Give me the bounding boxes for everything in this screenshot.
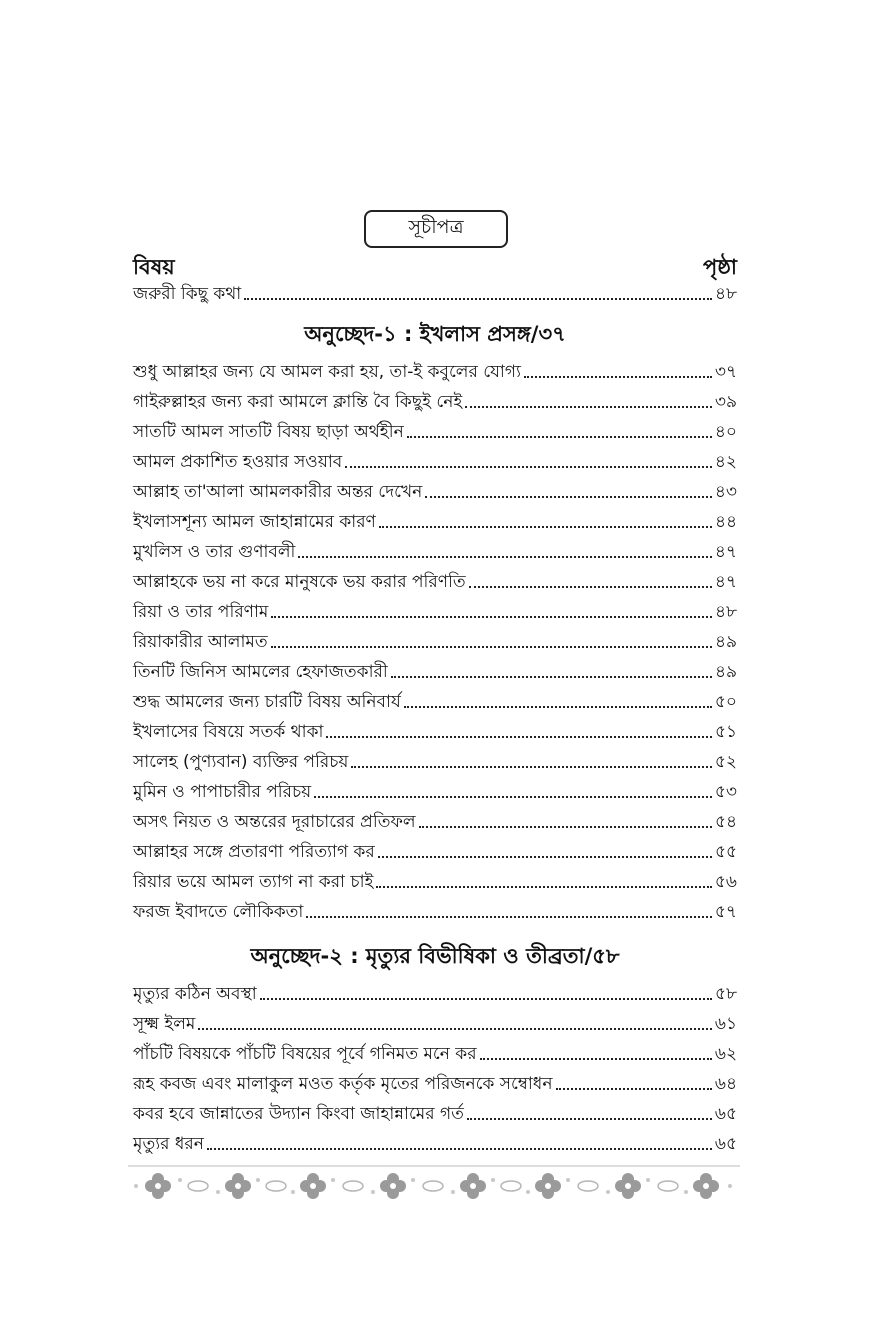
leader-dots: [419, 825, 712, 828]
leader-dots: [379, 525, 712, 528]
toc-entry-page: ৫২: [714, 752, 737, 772]
toc-entry: [133, 744, 737, 774]
leader-dots: [556, 1087, 712, 1090]
toc-entry: [133, 534, 737, 564]
section-heading-2: অনুচ্ছেদ-২ : মৃত্যুর বিভীষিকা ও তীব্রতা/৫৮: [250, 944, 620, 968]
toc-entry: [133, 1006, 737, 1036]
toc-entry-page: ৫০: [714, 692, 737, 712]
toc-entry-title: ইখলাসের বিষয়ে সতর্ক থাকা: [133, 722, 324, 742]
toc-entry-title: মৃত্যুর ধরন: [133, 1134, 204, 1154]
toc-entry-title: রিয়াকারীর আলামত: [133, 632, 268, 652]
toc-entry-page: ৫৮: [714, 984, 737, 1004]
section-heading-1: অনুচ্ছেদ-১ : ইখলাস প্রসঙ্গ/৩৭: [304, 322, 566, 346]
leader-dots: [271, 645, 712, 648]
leader-dots: [244, 297, 712, 300]
toc-entry-page: ৬৫: [714, 1134, 737, 1154]
toc-entry: [133, 1066, 737, 1096]
column-header-topic: বিষয়: [133, 255, 175, 279]
leader-dots: [271, 615, 712, 618]
toc-entry-title: জরুরী কিছু কথা: [133, 284, 242, 304]
toc-entry: [133, 894, 737, 924]
toc-entry: [133, 804, 737, 834]
toc-entry-page: ৬৪: [714, 1074, 737, 1094]
leader-dots: [198, 1027, 712, 1030]
toc-entry-title: মুখলিস ও তার গুণাবলী: [133, 542, 296, 562]
toc-entry-page: ৪৪: [714, 512, 737, 532]
toc-entry-title: সূক্ষ্ম ইলম: [133, 1014, 196, 1034]
leader-dots: [524, 375, 712, 378]
toc-entry-title: আল্লাহকে ভয় না করে মানুষকে ভয় করার পরিণতি: [133, 572, 466, 592]
toc-entry-page: ৬১: [714, 1014, 737, 1034]
leader-dots: [314, 795, 712, 798]
toc-entry-page: ৬২: [714, 1044, 737, 1064]
toc-entry-page: ৫৭: [714, 902, 737, 922]
leader-dots: [404, 705, 712, 708]
leader-dots: [425, 495, 712, 498]
toc-entry-page: ৩৭: [714, 362, 737, 382]
toc-entry: [133, 864, 737, 894]
toc-entry: [133, 654, 737, 684]
toc-entry: [133, 564, 737, 594]
leader-dots: [480, 1057, 712, 1060]
toc-entry: [133, 774, 737, 804]
toc-entry: [133, 1096, 737, 1126]
leader-dots: [345, 465, 712, 468]
toc-entry: [133, 624, 737, 654]
toc-entry-title: ইখলাসশূন্য আমল জাহান্নামের কারণ: [133, 512, 376, 532]
toc-entry-page: ৪০: [714, 422, 737, 442]
leader-dots: [407, 435, 712, 438]
toc-entry: [133, 354, 737, 384]
toc-entry-title: আল্লাহ তা'আলা আমলকারীর অন্তর দেখেন: [133, 482, 423, 502]
toc-entry-title: আমল প্রকাশিত হওয়ার সওয়াব: [133, 452, 343, 472]
toc-entry-page: ৪৯: [714, 662, 737, 682]
toc-entry-title: অসৎ নিয়ত ও অন্তরের দূরাচারের প্রতিফল: [133, 812, 416, 832]
toc-entry-page: ৩৯: [714, 392, 737, 412]
toc-entry-intro: [133, 276, 737, 306]
toc-entry-page: ৫৬: [714, 872, 737, 892]
toc-entry-page: ৪৮: [714, 284, 737, 304]
toc-entry: [133, 504, 737, 534]
toc-entry-page: ৫৫: [714, 842, 737, 862]
toc-entry-page: ৪৯: [714, 632, 737, 652]
toc-entry: [133, 1126, 737, 1156]
leader-dots: [207, 1147, 712, 1150]
toc-entry-title: পাঁচটি বিষয়কে পাঁচটি বিষয়ের পূর্বে গনিমত মনে কর: [133, 1044, 477, 1064]
toc-entry-title: সাতটি আমল সাতটি বিষয় ছাড়া অর্থহীন: [133, 422, 404, 442]
toc-entry-title: ফরজ ইবাদতে লৌকিকতা: [133, 902, 304, 922]
toc-entry-page: ৪৩: [714, 482, 737, 502]
page-title-text: সূচীপত্র: [408, 216, 464, 238]
leader-dots: [391, 675, 712, 678]
toc-entry-page: ৫১: [714, 722, 737, 742]
leader-dots: [326, 735, 712, 738]
toc-entry-page: ৪২: [714, 452, 737, 472]
toc-entry: [133, 444, 737, 474]
toc-entry-title: রিয়া ও তার পরিণাম: [133, 602, 269, 622]
toc-entry-title: তিনটি জিনিস আমলের হেফাজতকারী: [133, 662, 388, 682]
toc-entry-title: কবর হবে জান্নাতের উদ্যান কিংবা জাহান্নামের গর্ত: [133, 1104, 464, 1124]
leader-dots: [378, 855, 712, 858]
toc-entry-page: ৪৮: [714, 602, 737, 622]
toc-entry: [133, 834, 737, 864]
leader-dots: [260, 997, 712, 1000]
toc-entry: [133, 474, 737, 504]
toc-entry-title: আল্লাহর সঙ্গে প্রতারণা পরিত্যাগ কর: [133, 842, 375, 862]
column-header-page: পৃষ্ঠা: [702, 255, 737, 279]
toc-entry-page: ৫৪: [714, 812, 737, 832]
toc-entry: [133, 414, 737, 444]
toc-entry: [133, 976, 737, 1006]
toc-entry-title: শুধু আল্লাহর জন্য যে আমল করা হয়, তা-ই কবুলের যোগ্য: [133, 362, 521, 382]
leader-dots: [467, 1117, 712, 1120]
toc-entry: [133, 384, 737, 414]
toc-entry-page: ৪৭: [714, 572, 737, 592]
toc-entry-title: গাইরুল্লাহর জন্য করা আমলে ক্লান্তি বৈ কিছুই নেই: [133, 392, 463, 412]
leader-dots: [351, 765, 711, 768]
leader-dots: [465, 405, 712, 408]
toc-entry-title: সালেহ (পুণ্যবান) ব্যক্তির পরিচয়: [133, 752, 349, 772]
leader-dots: [469, 585, 712, 588]
toc-entry: [133, 714, 737, 744]
toc-entry-title: রিয়ার ভয়ে আমল ত্যাগ না করা চাই: [133, 872, 374, 892]
page-title: [364, 210, 508, 248]
toc-entry-title: শুদ্ধ আমলের জন্য চারটি বিষয় অনিবার্য: [133, 692, 401, 712]
leader-dots: [376, 885, 712, 888]
flower-border-icon: [128, 1164, 740, 1204]
toc-entry-title: মৃত্যুর কঠিন অবস্থা: [133, 984, 257, 1004]
toc-entry: [133, 1036, 737, 1066]
toc-entry: [133, 594, 737, 624]
toc-entry-page: ৫৩: [714, 782, 737, 802]
leader-dots: [298, 555, 712, 558]
toc-entry-title: রূহ কবজ এবং মালাকুল মওত কর্তৃক মৃতের পরিজনকে সম্বোধন: [133, 1074, 553, 1094]
toc-entry-title: মুমিন ও পাপাচারীর পরিচয়: [133, 782, 312, 802]
toc-entry: [133, 684, 737, 714]
leader-dots: [306, 915, 712, 918]
toc-entry-page: ৬৫: [714, 1104, 737, 1124]
toc-entry-page: ৪৭: [714, 542, 737, 562]
